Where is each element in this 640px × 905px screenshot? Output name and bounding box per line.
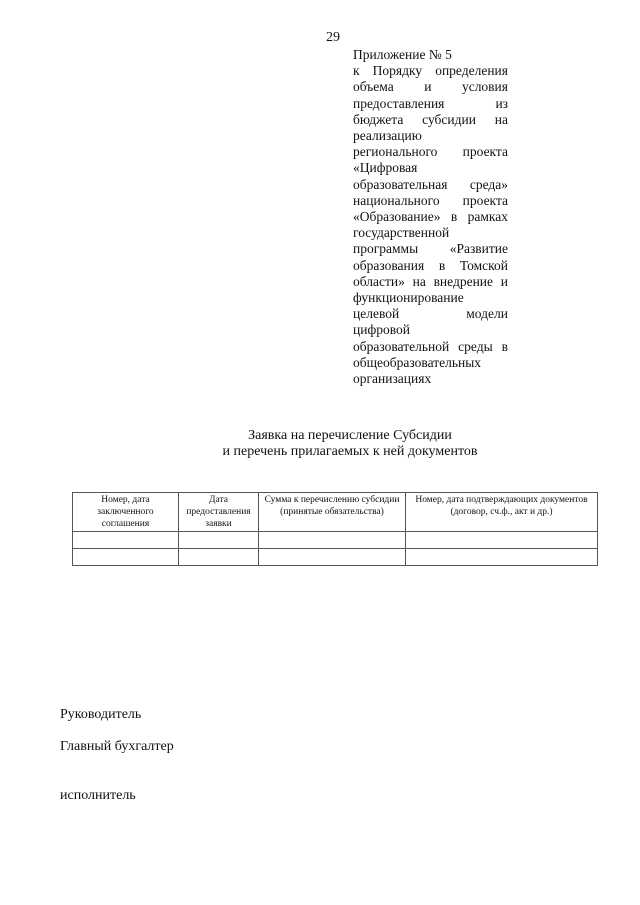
column-header-amount: Сумма к перечислению субсидии (принятые обязательства) [259, 493, 406, 532]
signature-head: Руководитель [60, 707, 142, 722]
appendix-line: государственной [353, 225, 450, 241]
appendix-line: Приложение № 5 [353, 47, 452, 62]
table-cell[interactable] [406, 532, 598, 549]
documents-table [72, 492, 598, 566]
appendix-line: реализацию [353, 128, 422, 144]
appendix-line: целевой модели [353, 306, 508, 322]
appendix-line: цифровой [353, 322, 410, 338]
appendix-line: национального проекта [353, 192, 508, 208]
appendix-line: функционирование [353, 290, 464, 306]
table-cell[interactable] [259, 532, 406, 549]
appendix-line: объема и условия [353, 79, 508, 95]
document-title-line1: Заявка на перечисление Субсидии [248, 428, 452, 443]
appendix-line: к Порядку определения [353, 63, 508, 79]
appendix-line: организациях [353, 371, 432, 387]
document-title-line2: и перечень прилагаемых к ней документов [222, 444, 478, 459]
table-row [73, 549, 598, 566]
table-cell[interactable] [406, 549, 598, 566]
column-header-request-date: Дата предоставления заявки [179, 493, 259, 532]
table-cell[interactable] [73, 549, 179, 566]
table-header-row [73, 493, 598, 532]
appendix-line: регионального проекта [353, 144, 508, 160]
column-header-documents: Номер, дата подтверждающих документов (договор, сч.ф., акт и др.) [406, 493, 598, 532]
table-cell[interactable] [259, 549, 406, 566]
appendix-line: образовательной среды в [353, 338, 508, 354]
appendix-block [353, 47, 508, 387]
appendix-line: бюджета субсидии на [353, 111, 508, 127]
appendix-line: образования в Томской [353, 257, 508, 273]
column-header-agreement: Номер, дата заключенного соглашения [73, 493, 179, 532]
table-cell[interactable] [179, 532, 259, 549]
signature-chief-accountant: Главный бухгалтер [60, 739, 174, 754]
page-number: 29 [326, 30, 340, 45]
appendix-line: программы «Развитие [353, 241, 508, 257]
table-cell[interactable] [179, 549, 259, 566]
appendix-line: предоставления из [353, 95, 508, 111]
appendix-line: образовательная среда» [353, 176, 508, 192]
table-row [73, 532, 598, 549]
table-cell[interactable] [73, 532, 179, 549]
appendix-line: общеобразовательных [353, 354, 482, 370]
appendix-line: «Образование» в рамках [353, 209, 508, 225]
appendix-line: «Цифровая [353, 160, 418, 176]
appendix-line: области» на внедрение и [353, 273, 508, 289]
signature-executor: исполнитель [60, 788, 136, 803]
